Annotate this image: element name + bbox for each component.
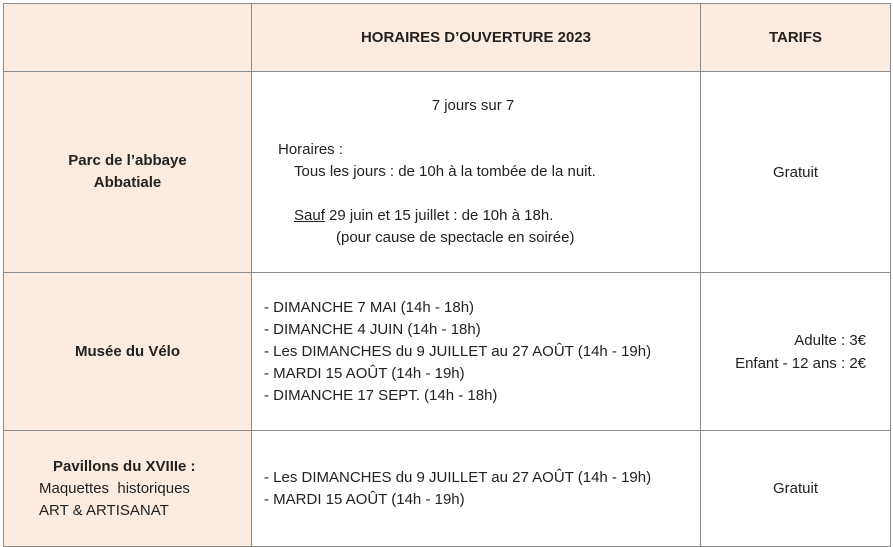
hours-exception — [252, 205, 700, 227]
list-item: - DIMANCHE 17 SEPT. (14h - 18h) — [264, 386, 498, 404]
table-row-musee — [4, 273, 891, 431]
hours-reason: (pour cause de spectacle en soirée) — [336, 229, 575, 246]
hours-days: 7 jours sur 7 — [431, 97, 515, 114]
venue-name-pavillons — [4, 431, 252, 547]
hours-label: Horaires : — [278, 141, 344, 158]
price-pavillons: Gratuit — [701, 431, 891, 547]
table-row-parc — [4, 72, 891, 273]
hours-exception-word: Sauf — [294, 207, 325, 224]
venue-name-line2: Maquettes historiques — [39, 479, 190, 497]
hours-parc — [252, 72, 701, 273]
venue-name-line1: Parc de l’abbaye — [68, 152, 187, 169]
venue-name-parc — [4, 72, 252, 273]
price-adult: Adulte : 3€ — [794, 331, 866, 349]
venue-name-line3: ART & ARTISANAT — [39, 501, 169, 519]
table-row-pavillons — [4, 431, 891, 547]
list-item: - MARDI 15 AOÛT (14h - 19h) — [264, 364, 465, 382]
hours-musee — [252, 273, 701, 431]
venue-name-line2: Abbatiale — [93, 174, 162, 191]
header-empty-cell — [4, 4, 252, 72]
hours-daily: Tous les jours : de 10h à la tombée de la nuit. — [294, 163, 596, 180]
opening-hours-table — [3, 3, 891, 547]
price-parc: Gratuit — [701, 72, 891, 273]
header-row — [4, 4, 891, 72]
venue-name-musee: Musée du Vélo — [4, 273, 252, 431]
hours-pavillons — [252, 431, 701, 547]
list-item: - DIMANCHE 7 MAI (14h - 18h) — [264, 298, 475, 316]
venue-name-bold: Pavillons du XVIIIe : — [53, 457, 196, 475]
list-item: - Les DIMANCHES du 9 JUILLET au 27 AOÛT (14h - 19h) — [264, 468, 652, 486]
price-child: Enfant - 12 ans : 2€ — [735, 354, 866, 372]
price-musee — [701, 273, 891, 431]
list-item: - Les DIMANCHES du 9 JUILLET au 27 AOÛT (14h - 19h) — [264, 342, 652, 360]
list-item: - DIMANCHE 4 JUIN (14h - 18h) — [264, 320, 481, 338]
list-item: - MARDI 15 AOÛT (14h - 19h) — [264, 490, 465, 508]
header-prices: TARIFS — [701, 4, 891, 72]
header-hours: HORAIRES D’OUVERTURE 2023 — [252, 4, 701, 72]
hours-exception-rest: 29 juin et 15 juillet : de 10h à 18h. — [324, 207, 554, 224]
